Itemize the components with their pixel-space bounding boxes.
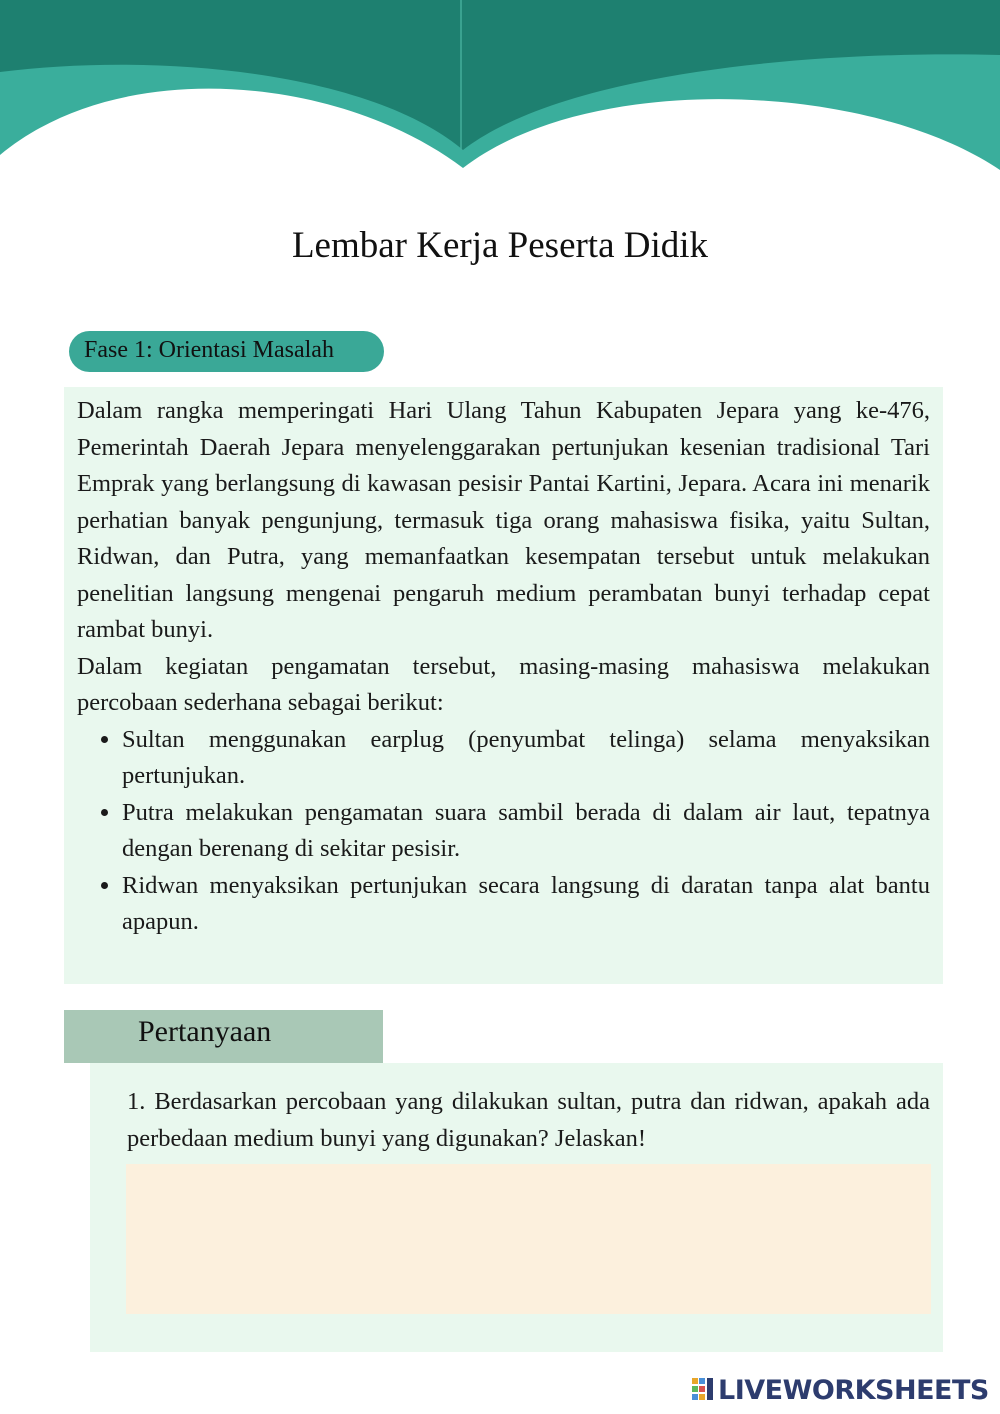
header-book-decoration <box>0 0 1000 175</box>
page-title: Lembar Kerja Peserta Didik <box>291 225 709 266</box>
list-item: • Sultan menggunakan earplug (penyumbat telinga) selama menyaksikan pertunjukan. <box>122 722 930 795</box>
list-item: • Ridwan menyaksikan pertunjukan secara langsung di daratan tanpa alat bantu apapun. <box>122 868 930 941</box>
liveworksheets-icon <box>692 1377 714 1403</box>
phase-badge: Fase 1: Orientasi Masalah <box>69 331 384 372</box>
questions-heading: Pertanyaan <box>64 1010 383 1063</box>
question-1-text: 1. Berdasarkan percobaan yang dilakukan sultan, putra dan ridwan, apakah ada perbedaan medium bunyi yang digunakan? Jelaskan! <box>127 1088 930 1152</box>
list-item: • Putra melakukan pengamatan suara sambil berada di dalam air laut, tepatnya dengan berenang di sekitar pesisir. <box>122 795 930 868</box>
story-box <box>64 387 943 984</box>
brand-logo <box>692 1374 989 1406</box>
answer-input[interactable] <box>126 1164 931 1314</box>
story-paragraph-1: Dalam rangka memperingati Hari Ulang Tahun Kabupaten Jepara yang ke-476, Pemerintah Daerah Jepara menyelenggarakan pertunjukan kesenian tradisional Tari Emprak yang berlangsung di kawasan pesisir Pantai Kartini, Jepara. Acara ini menarik perhatian banyak pengunjung, termasuk tiga orang mahasiswa fisika, yaitu Sultan, Ridwan, dan Putra, yang memanfaatkan kesempatan tersebut untuk melakukan penelitian langsung mengenai pengaruh medium perambatan bunyi terhadap cepat rambat bunyi. <box>77 397 930 643</box>
story-paragraph-2: Dalam kegiatan pengamatan tersebut, masing-masing mahasiswa melakukan percobaan sederhana sebagai berikut: <box>77 652 930 716</box>
brand-text: LIVEWORKSHEETS <box>718 1374 989 1406</box>
experiment-list <box>77 722 930 941</box>
